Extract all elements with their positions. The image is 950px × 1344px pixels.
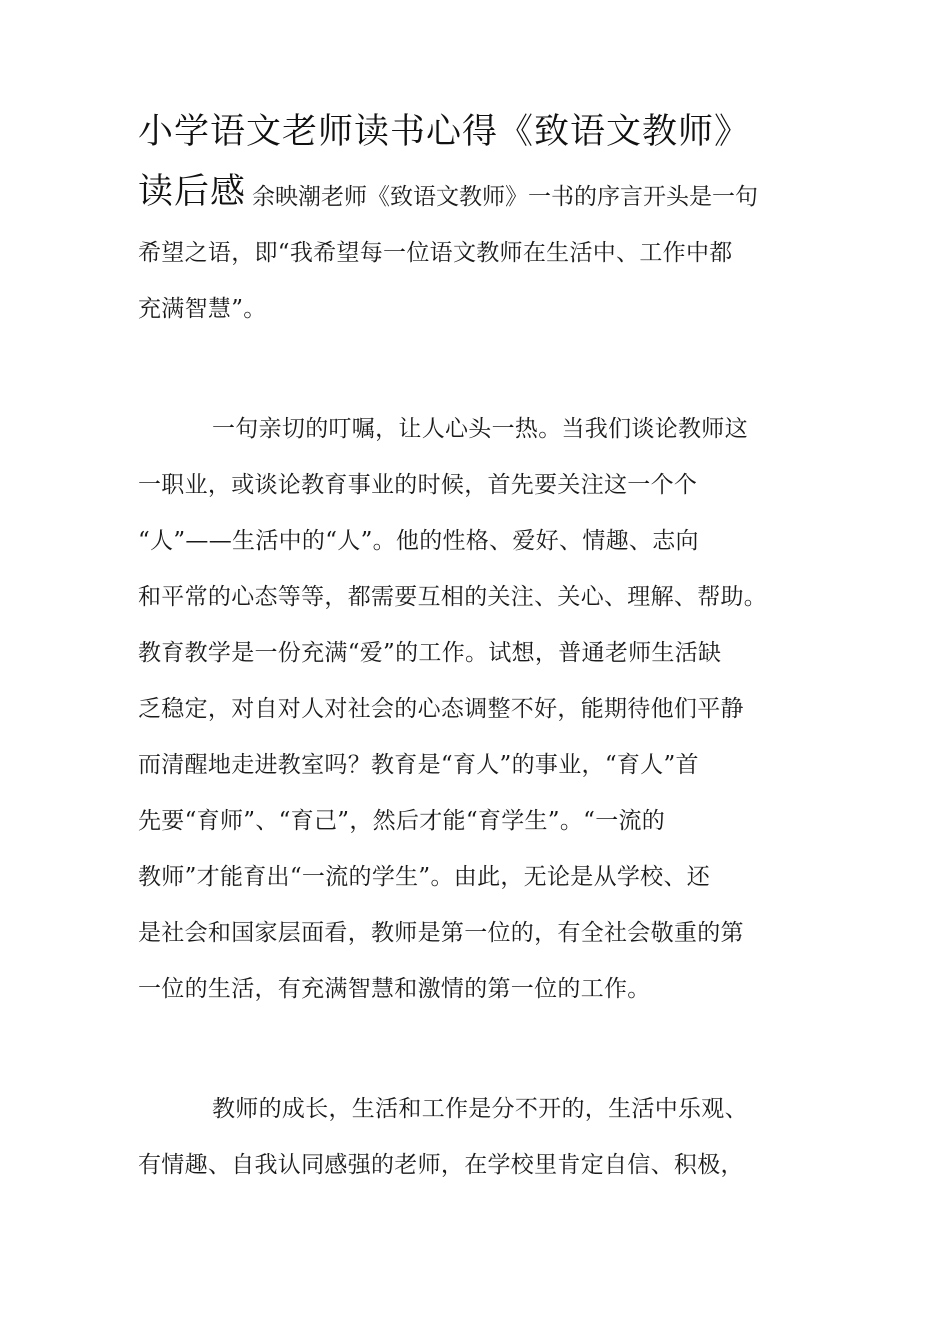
paragraph-2-line-8: 先要“育师”、“育己”，然后才能“育学生”。“一流的 [138,808,666,834]
document-title-line-2: 读后感 [138,172,247,212]
paragraph-2-line-9: 教师”才能育出“一流的学生”。由此，无论是从学校、还 [138,864,711,890]
paragraph-1-line-2: 希望之语，即“我希望每一位语文教师在生活中、工作中都 [138,240,733,266]
paragraph-2-line-2: 一职业，或谈论教育事业的时候，首先要关注这一个个 [138,472,698,498]
paragraph-2-line-4: 和平常的心态等等，都需要互相的关注、关心、理解、帮助。 [138,584,768,610]
paragraph-2-line-5: 教育教学是一份充满“爱”的工作。试想，普通老师生活缺 [138,640,722,666]
paragraph-2-line-10: 是社会和国家层面看，教师是第一位的，有全社会敬重的第 [138,920,744,946]
paragraph-3-line-1: 教师的成长，生活和工作是分不开的，生活中乐观、 [212,1096,748,1122]
document-title-line-1: 小学语文老师读书心得《致语文教师》 [138,112,751,152]
paragraph-1-line-3: 充满智慧”。 [138,296,267,322]
paragraph-3-line-2: 有情趣、自我认同感强的老师，在学校里肯定自信、积极， [138,1152,744,1178]
paragraph-2-line-7: 而清醒地走进教室吗？教育是“育人”的事业，“育人”首 [138,752,699,778]
paragraph-1-line-1: 余映潮老师《致语文教师》一书的序言开头是一句 [252,184,758,210]
paragraph-2-line-6: 乏稳定，对自对人对社会的心态调整不好，能期待他们平静 [138,696,744,722]
paragraph-2-line-1: 一句亲切的叮嘱，让人心头一热。当我们谈论教师这 [212,416,748,442]
paragraph-2-line-3: “人”——生活中的“人”。他的性格、爱好、情趣、志向 [138,528,699,554]
paragraph-2-line-11: 一位的生活，有充满智慧和激情的第一位的工作。 [138,976,651,1002]
